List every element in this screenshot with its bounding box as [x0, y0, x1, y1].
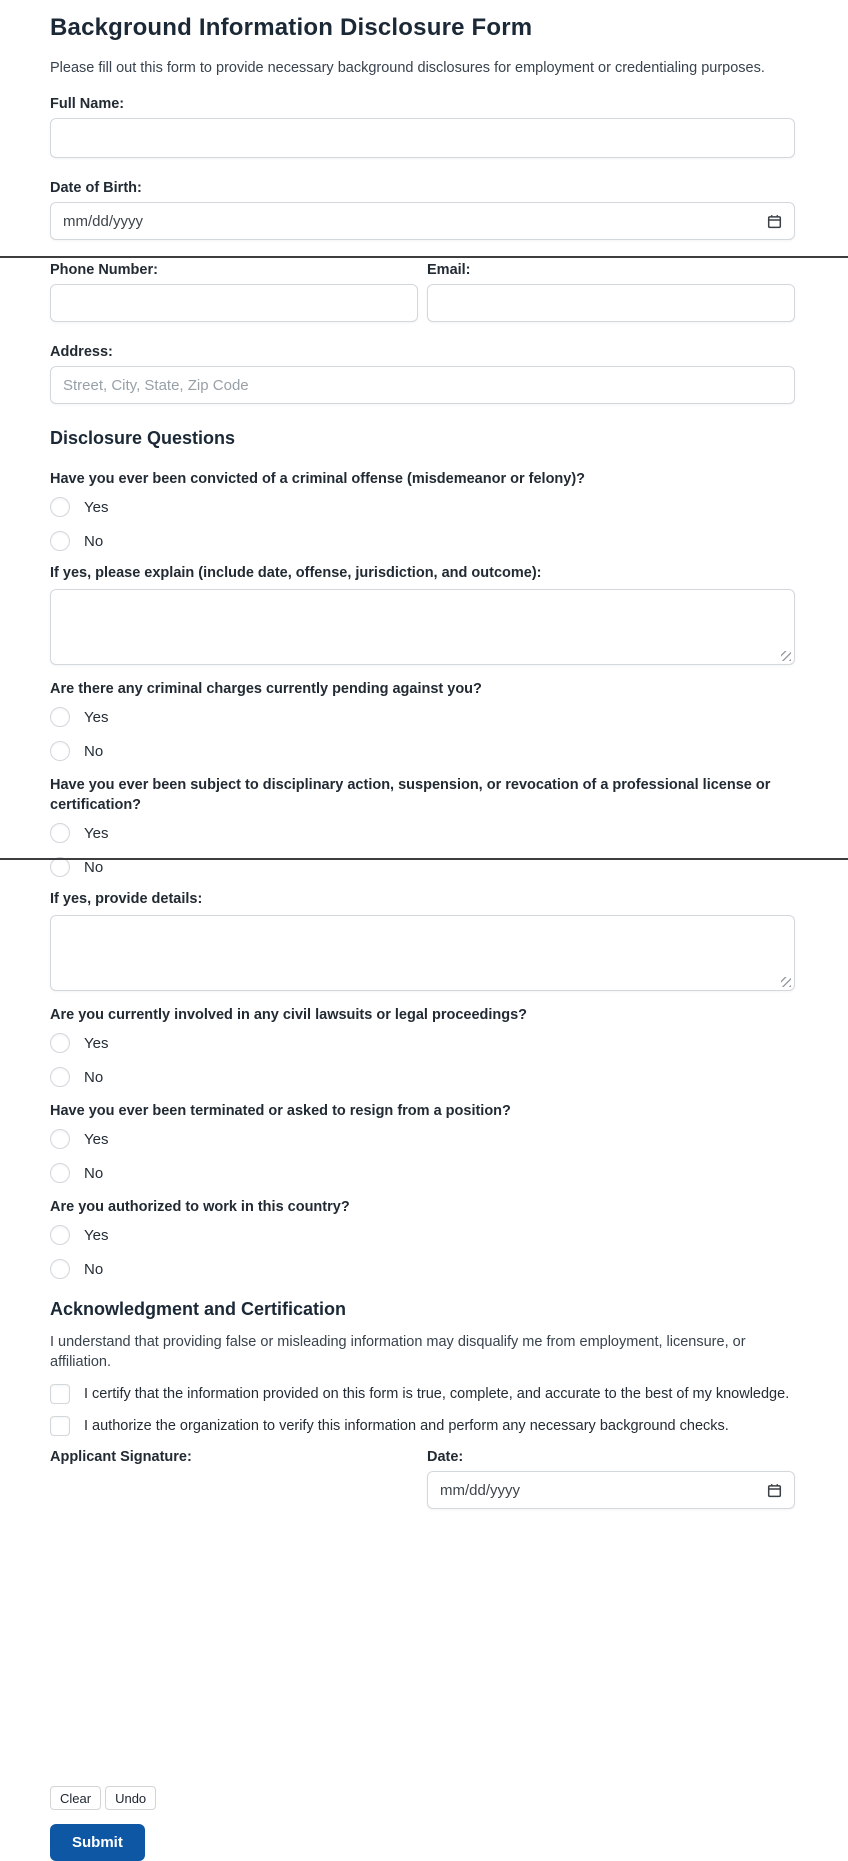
- explain-convicted-textarea[interactable]: [50, 589, 795, 665]
- signature-date-placeholder-text: mm/dd/yyyy: [440, 1481, 521, 1499]
- address-label: Address:: [50, 344, 113, 360]
- radio-button-icon[interactable]: [50, 707, 70, 727]
- q4-yes-option[interactable]: [50, 1033, 795, 1053]
- question-convicted: Have you ever been convicted of a criminal offense (misdemeanor or felony)?: [50, 471, 586, 487]
- signature-date-input[interactable]: [427, 1471, 795, 1509]
- q1-yes-option[interactable]: [50, 497, 795, 517]
- radio-button-icon[interactable]: [50, 741, 70, 761]
- q5-no-label[interactable]: No: [84, 1164, 104, 1182]
- radio-button-icon[interactable]: [50, 531, 70, 551]
- question-terminated: Have you ever been terminated or asked to resign from a position?: [50, 1103, 511, 1119]
- authorize-checkbox-label[interactable]: I authorize the organization to verify this information and perform any necessary background checks.: [84, 1418, 729, 1434]
- page-break-line-2: [0, 858, 848, 860]
- phone-label: Phone Number:: [50, 262, 158, 278]
- radio-button-icon[interactable]: [50, 1033, 70, 1053]
- question-work-authorized: Are you authorized to work in this country?: [50, 1199, 350, 1215]
- intro-text: Please fill out this form to provide necessary background disclosures for employment or credentialing purposes.: [50, 60, 765, 76]
- q5-no-option[interactable]: [50, 1163, 795, 1183]
- radio-button-icon[interactable]: [50, 823, 70, 843]
- full-name-label: Full Name:: [50, 96, 125, 112]
- acknowledgment-heading: Acknowledgment and Certification: [50, 1299, 347, 1319]
- address-input[interactable]: [50, 366, 795, 404]
- q4-no-option[interactable]: [50, 1067, 795, 1087]
- signature-canvas[interactable]: [50, 1466, 418, 1626]
- q3-yes-label[interactable]: Yes: [84, 824, 109, 842]
- radio-button-icon[interactable]: [50, 857, 70, 877]
- q6-no-option[interactable]: [50, 1259, 795, 1279]
- resize-handle-icon[interactable]: [781, 651, 791, 661]
- signature-tools: [50, 1786, 795, 1810]
- certify-checkbox-label[interactable]: I certify that the information provided on this form is true, complete, and accurate to the best of my knowledge.: [84, 1386, 790, 1402]
- q1-no-label[interactable]: No: [84, 532, 104, 550]
- radio-button-icon[interactable]: [50, 497, 70, 517]
- submit-button[interactable]: Submit: [50, 1824, 145, 1861]
- certify-checkbox-row[interactable]: [50, 1384, 795, 1404]
- calendar-icon[interactable]: [767, 214, 782, 229]
- question-civil-lawsuits: Are you currently involved in any civil lawsuits or legal proceedings?: [50, 1007, 528, 1023]
- q5-yes-label[interactable]: Yes: [84, 1130, 109, 1148]
- email-input[interactable]: [427, 284, 795, 322]
- explain-convicted-label: If yes, please explain (include date, offense, jurisdiction, and outcome):: [50, 565, 542, 581]
- full-name-input[interactable]: [50, 118, 795, 158]
- calendar-icon[interactable]: [767, 1483, 782, 1498]
- q2-no-option[interactable]: [50, 741, 795, 761]
- question-pending-charges: Are there any criminal charges currently pending against you?: [50, 681, 482, 697]
- question-disciplinary-action: Have you ever been subject to disciplinary action, suspension, or revocation of a professional license or certification?: [50, 777, 771, 813]
- explain-details-label: If yes, provide details:: [50, 891, 203, 907]
- radio-button-icon[interactable]: [50, 1163, 70, 1183]
- page-title: Background Information Disclosure Form: [50, 14, 533, 41]
- q1-no-option[interactable]: [50, 531, 795, 551]
- q6-no-label[interactable]: No: [84, 1260, 104, 1278]
- undo-signature-button[interactable]: Undo: [105, 1786, 156, 1810]
- resize-handle-icon[interactable]: [781, 977, 791, 987]
- dob-label: Date of Birth:: [50, 180, 142, 196]
- q5-yes-option[interactable]: [50, 1129, 795, 1149]
- checkbox-icon[interactable]: [50, 1416, 70, 1436]
- q3-yes-option[interactable]: [50, 823, 795, 843]
- email-label: Email:: [427, 262, 471, 278]
- page-break-line-1: [0, 256, 848, 258]
- checkbox-icon[interactable]: [50, 1384, 70, 1404]
- radio-button-icon[interactable]: [50, 1259, 70, 1279]
- authorize-checkbox-row[interactable]: [50, 1416, 795, 1436]
- explain-details-textarea[interactable]: [50, 915, 795, 991]
- q1-yes-label[interactable]: Yes: [84, 498, 109, 516]
- q2-yes-option[interactable]: [50, 707, 795, 727]
- dob-placeholder-text: mm/dd/yyyy: [63, 212, 144, 230]
- radio-button-icon[interactable]: [50, 1225, 70, 1245]
- q3-no-option[interactable]: [50, 857, 795, 877]
- q4-no-label[interactable]: No: [84, 1068, 104, 1086]
- radio-button-icon[interactable]: [50, 1129, 70, 1149]
- acknowledgment-statement: I understand that providing false or misleading information may disqualify me from employment, licensure, or affiliation.: [50, 1334, 746, 1370]
- q4-yes-label[interactable]: Yes: [84, 1034, 109, 1052]
- applicant-signature-label: Applicant Signature:: [50, 1449, 192, 1465]
- disclosure-questions-heading: Disclosure Questions: [50, 428, 236, 448]
- clear-signature-button[interactable]: Clear: [50, 1786, 101, 1810]
- dob-input[interactable]: [50, 202, 795, 240]
- q6-yes-label[interactable]: Yes: [84, 1226, 109, 1244]
- q2-yes-label[interactable]: Yes: [84, 708, 109, 726]
- radio-button-icon[interactable]: [50, 1067, 70, 1087]
- phone-input[interactable]: [50, 284, 418, 322]
- q6-yes-option[interactable]: [50, 1225, 795, 1245]
- phone-email-row: [50, 240, 795, 322]
- q3-no-label[interactable]: No: [84, 858, 104, 876]
- signature-date-row: [50, 1448, 795, 1626]
- signature-date-label: Date:: [427, 1449, 464, 1465]
- q2-no-label[interactable]: No: [84, 742, 104, 760]
